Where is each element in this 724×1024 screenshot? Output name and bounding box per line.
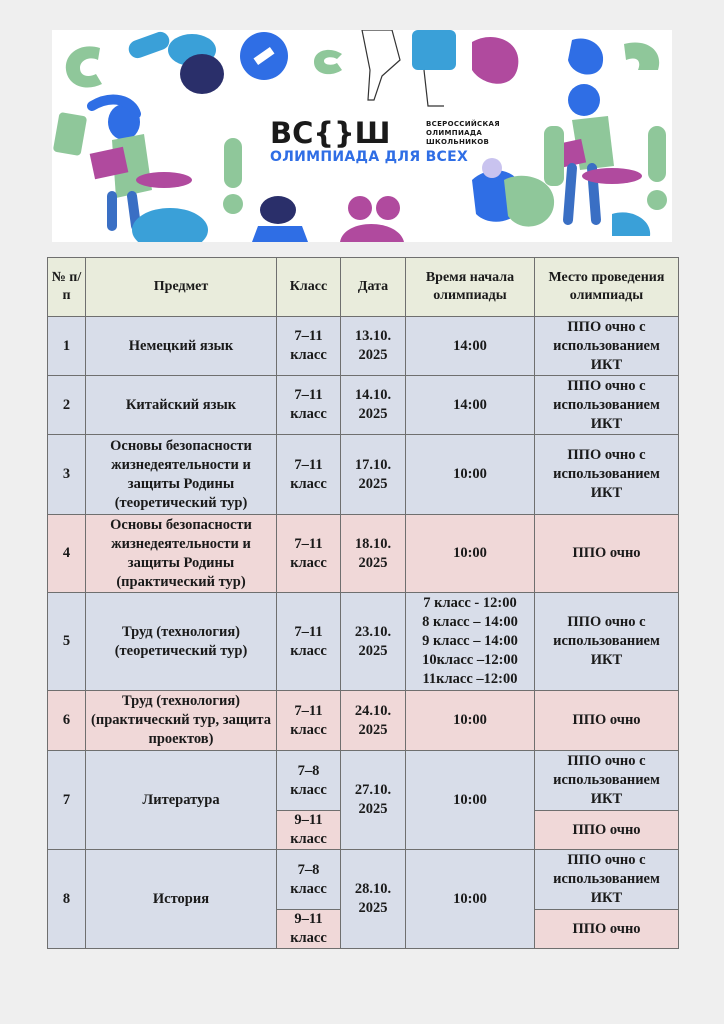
- row-date: 28.10. 2025: [341, 850, 406, 949]
- logo-tagline: ОЛИМПИАДА ДЛЯ ВСЕХ: [270, 149, 469, 165]
- table-row: [48, 317, 679, 376]
- row-time: 10:00: [406, 751, 535, 850]
- row-date: 27.10. 2025: [341, 751, 406, 850]
- logo-subtitle: [426, 120, 516, 147]
- row-place: ППО очно: [535, 910, 679, 949]
- row-num: 2: [48, 376, 86, 435]
- table-row: [48, 376, 679, 435]
- row-place: ППО очно с использованием ИКТ: [535, 376, 679, 435]
- row-place: ППО очно: [535, 811, 679, 850]
- table-row: [48, 691, 679, 751]
- header-grade: Класс: [277, 258, 341, 317]
- logo-subtitle-line: ШКОЛЬНИКОВ: [426, 138, 490, 146]
- row-date: 23.10. 2025: [341, 593, 406, 691]
- row-place: ППО очно: [535, 691, 679, 751]
- olympiad-logo: [270, 118, 510, 164]
- row-subject: Основы безопасности жизнедеятельности и защиты Родины (теоретический тур): [86, 435, 277, 515]
- table-header-row: [48, 258, 679, 317]
- row-time-list: [406, 593, 535, 691]
- row-time: 14:00: [406, 317, 535, 376]
- row-date: 24.10. 2025: [341, 691, 406, 751]
- row-time: 10:00: [406, 850, 535, 949]
- logo-subtitle-line: ВСЕРОССИЙСКАЯ: [426, 120, 500, 128]
- time-line: 10класс –12:00: [422, 652, 518, 668]
- row-grade: 7–11 класс: [277, 376, 341, 435]
- row-date: 18.10. 2025: [341, 515, 406, 593]
- row-grade: 9–11 класс: [277, 910, 341, 949]
- row-grade: 7–8 класс: [277, 850, 341, 910]
- row-subject: Литература: [86, 751, 277, 850]
- schedule-table: [47, 257, 679, 949]
- row-grade: 7–11 класс: [277, 593, 341, 691]
- time-line: 9 класс – 14:00: [422, 633, 518, 649]
- row-date: 13.10. 2025: [341, 317, 406, 376]
- row-time: 10:00: [406, 515, 535, 593]
- row-place: ППО очно с использованием ИКТ: [535, 435, 679, 515]
- time-line: 8 класс – 14:00: [422, 614, 518, 630]
- table-row: [48, 593, 679, 691]
- header-subject: Предмет: [86, 258, 277, 317]
- row-grade: 7–11 класс: [277, 691, 341, 751]
- row-grade: 7–11 класс: [277, 317, 341, 376]
- row-grade: 9–11 класс: [277, 811, 341, 850]
- logo-wordmark: ВС{}Ш: [270, 116, 391, 150]
- row-num: 7: [48, 751, 86, 850]
- row-place: ППО очно с использованием ИКТ: [535, 593, 679, 691]
- row-place: ППО очно: [535, 515, 679, 593]
- time-line: 7 класс - 12:00: [423, 595, 517, 611]
- time-line: 11класс –12:00: [422, 671, 518, 687]
- header-num: № п/ п: [48, 258, 86, 317]
- row-date: 17.10. 2025: [341, 435, 406, 515]
- row-num: 3: [48, 435, 86, 515]
- header-banner: [52, 30, 672, 242]
- row-subject: Основы безопасности жизнедеятельности и защиты Родины (практический тур): [86, 515, 277, 593]
- table-row: [48, 850, 679, 910]
- row-date: 14.10. 2025: [341, 376, 406, 435]
- row-grade: 7–8 класс: [277, 751, 341, 811]
- row-grade: 7–11 класс: [277, 515, 341, 593]
- table-row: [48, 435, 679, 515]
- row-num: 8: [48, 850, 86, 949]
- row-time: 10:00: [406, 435, 535, 515]
- row-num: 5: [48, 593, 86, 691]
- logo-subtitle-line: ОЛИМПИАДА: [426, 129, 483, 137]
- row-subject: Немецкий язык: [86, 317, 277, 376]
- row-time: 10:00: [406, 691, 535, 751]
- table-row: [48, 515, 679, 593]
- table-row: [48, 751, 679, 811]
- row-place: ППО очно с использованием ИКТ: [535, 850, 679, 910]
- header-place: Место проведения олимпиады: [535, 258, 679, 317]
- row-subject: Китайский язык: [86, 376, 277, 435]
- header-date: Дата: [341, 258, 406, 317]
- row-place: ППО очно с использованием ИКТ: [535, 751, 679, 811]
- row-subject: Труд (технология) (практический тур, защита проектов): [86, 691, 277, 751]
- row-subject: Труд (технология) (теоретический тур): [86, 593, 277, 691]
- row-subject: История: [86, 850, 277, 949]
- row-num: 1: [48, 317, 86, 376]
- header-time: Время начала олимпиады: [406, 258, 535, 317]
- row-grade: 7–11 класс: [277, 435, 341, 515]
- row-num: 4: [48, 515, 86, 593]
- row-time: 14:00: [406, 376, 535, 435]
- row-place: ППО очно с использованием ИКТ: [535, 317, 679, 376]
- row-num: 6: [48, 691, 86, 751]
